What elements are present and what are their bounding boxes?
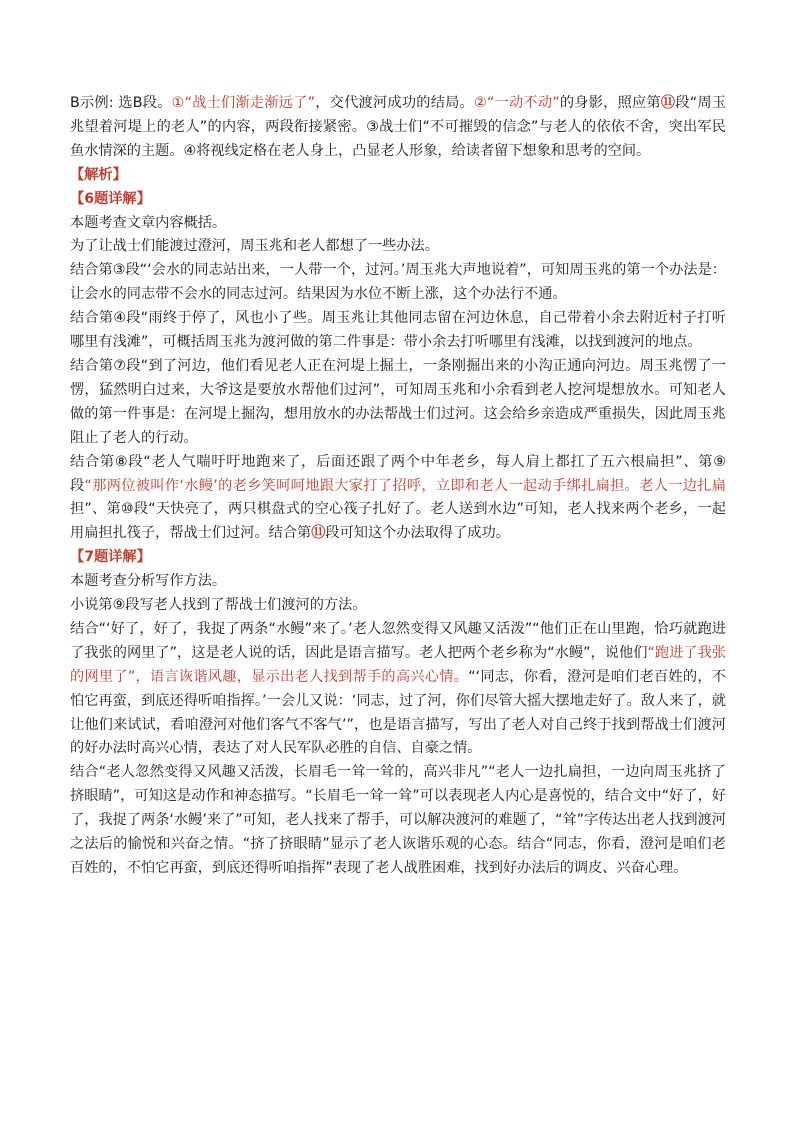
q6-f-part3: 段可知这个办法取得了成功。: [325, 525, 510, 542]
q6-line-b: 为了让战士们能渡过澄河，周玉兆和老人都想了一些办法。: [70, 238, 439, 255]
q6-line-a: 本题考查文章内容概括。: [70, 214, 227, 231]
answer-text-3: 段“周玉兆望着河堤上的老人”的内容，两段衔接紧密。③战士们“不可摧毁的信念”与老人的依依不舍，突出军民鱼水情深的主题。④将视线定格在老人身上，凸显老人形象，给读者留下想象和思考的空间。: [70, 95, 726, 159]
q6-f-part1: 结合第⑧段“老人气喘吁吁地跑来了，后面还跟了两个中年老乡，每人肩上都扛了五六根扁担”、第⑨段: [70, 453, 726, 494]
paragraph-number-11: ⑪: [660, 95, 676, 111]
q6-line-f: [70, 451, 726, 547]
q7-line-a: 本题考查分析写作方法。: [70, 573, 227, 590]
document-page: [70, 92, 726, 881]
q7-line-c: [70, 618, 726, 761]
section-heading-q6: [70, 188, 726, 212]
answer-point-1: ①“战士们渐走渐远了”: [171, 95, 315, 111]
q6-line-e: 结合第⑦段“到了河边，他们看见老人正在河堤上掘土，一条刚掘出来的小沟正通向河边。周玉兆愣了一愣，猛然明白过来，大爷这是要放水帮他们过河”，可知周玉兆和小余看到老人挖河堤想放水。可知老人做的第一件事是：在河堤上掘沟，想用放水的办法帮战士们过河。这会给乡亲造成严重损失，因此周玉兆阻止了老人的行动。: [70, 357, 726, 446]
q7-c-part2: “‘同志，你看，澄河是咱们老百姓的，不怕它再蛮，到底还得听咱指挥。’一会儿又说：‘同志，过了河，你们尽管大摇大摆地走好了。敌人来了，就让他们来试试，看咱澄河对他们客气不客气’”，也是语言描写，写出了老人对自己终于找到帮战士们渡河的好办法时高兴心情，表达了对人民军队必胜的自信、自豪之情。: [70, 668, 726, 757]
section-heading-q7: [70, 546, 726, 570]
answer-point-2: ②“一动不动”: [473, 95, 560, 111]
q7-line-b: 小说第⑨段写老人找到了帮战士们渡河的方法。: [70, 597, 367, 614]
q6-line-c: 结合第③段“‘会水的同志站出来，一人带一个，过河。’周玉兆大声地说着”，可知周玉兆的第一个办法是：让会水的同志带不会水的同志过河。结果因为水位不断上涨，这个办法行不通。: [70, 262, 726, 303]
q6-f-quote: “那两位被叫作‘水鳗’的老乡笑呵呵地跟大家打了招呼，立即和老人一起动手绑扎扁担。老人一边扎扁: [84, 477, 726, 494]
section-heading-jiexi: [70, 164, 726, 188]
q6-heading: 【6题详解】: [70, 190, 151, 207]
answer-text-1: ，交代渡河成功的结局。: [315, 95, 474, 111]
q7-c-quote: “跑进了我张的网里了”，语言诙谐风趣，显示出老人找到帮手的高兴心情。: [70, 644, 726, 685]
paragraph-number-11: ⑪: [311, 525, 326, 542]
answer-text-2: 的身影，照应第: [559, 95, 661, 111]
answer-paragraph: [70, 92, 726, 164]
q7-line-d: 结合“老人忽然变得又风趣又活泼，长眉毛一耸一耸的，高兴非凡”“老人一边扎扁担，一边向周玉兆挤了挤眼睛”，可知这是动作和神态描写。“长眉毛一耸一耸”可以表现老人内心是喜悦的，结合文中“好了，好了，我捉了两条‘水鳗’来了”可知，老人找来了帮手，可以解决渡河的难题了，“耸”字传达出老人找到渡河之法后的愉悦和兴奋之情。“挤了挤眼睛”显示了老人诙谐乐观的心态。结合“同志，你看，澄河是咱们老百姓的，不怕它再蛮，到底还得听咱指挥”表现了老人战胜困难，找到好办法后的调皮、兴奋心理。: [70, 764, 726, 876]
q7-c-part1: 结合“‘好了，好了，我捉了两条“水鳗”来了。’老人忽然变得又风趣又活泼”“他们正在山里跑，恰巧就跑进了我张的网里了”，这是老人说的话，因此是语言描写。老人把两个老乡称为“水鳗”，说他们: [70, 620, 726, 661]
q6-f-part2: 担”、第⑩段“天快亮了，两只棋盘式的空心筏子扎好了。老人送到水边”可知，老人找来两个老乡，一起用扁担扎筏子，帮战士们过河。结合第: [70, 501, 726, 542]
q6-line-d: 结合第④段“雨终于停了，风也小了些。周玉兆让其他同志留在河边休息，自己带着小余去附近村子打听哪里有浅滩”，可概括周玉兆为渡河做的第二件事是：带小余去打听哪里有浅滩，以找到渡河的地点。: [70, 310, 726, 351]
answer-lead: B示例: 选B段。: [70, 95, 172, 111]
jiexi-heading: 【解析】: [70, 166, 127, 183]
q7-heading: 【7题详解】: [70, 549, 151, 566]
